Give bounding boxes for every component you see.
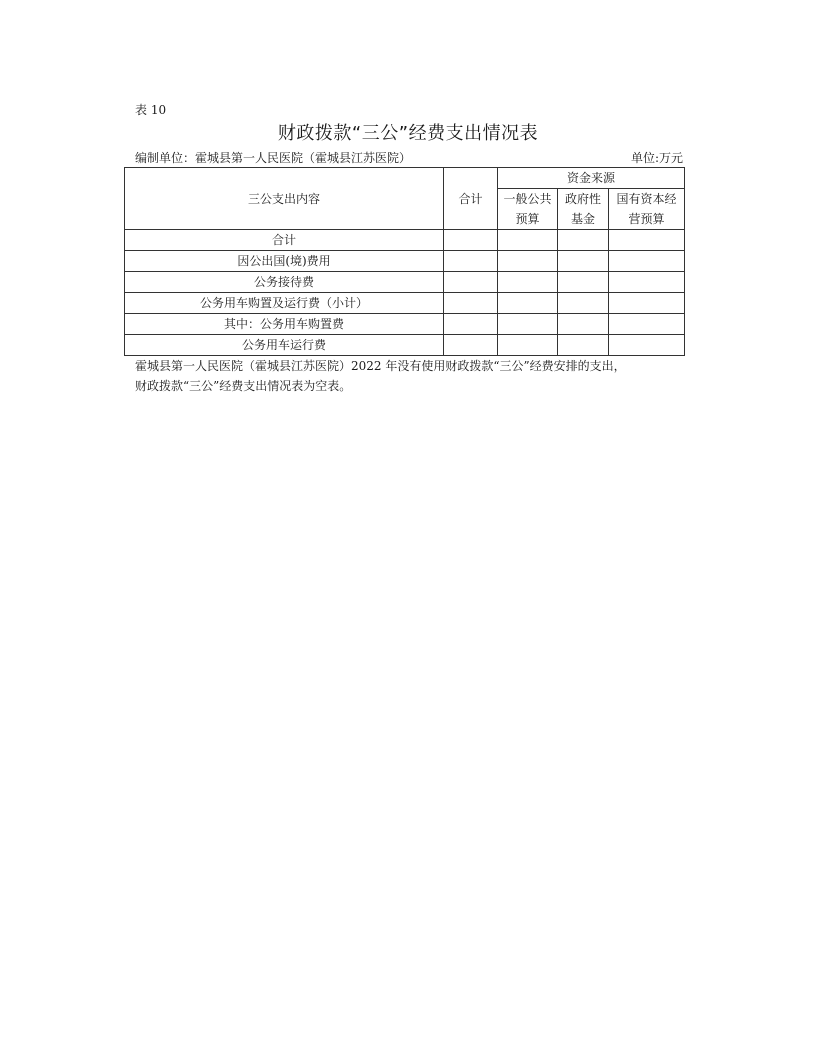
cell-general (498, 230, 558, 251)
row-label: 公务用车运行费 (125, 335, 444, 356)
cell-fund (558, 230, 609, 251)
cell-general (498, 314, 558, 335)
note-line-1: 霍城县第一人民医院（霍城县江苏医院）2022 年没有使用财政拨款“三公”经费安排的支出， (135, 359, 626, 373)
document-title: 财政拨款“三公”经费支出情况表 (277, 123, 539, 144)
header-gov-fund (558, 189, 609, 230)
header-general-budget-line1: 一般公共 (503, 192, 552, 206)
header-item: 三公支出内容 (125, 168, 444, 230)
row-label: 公务用车购置及运行费（小计） (125, 293, 444, 314)
header-state-capital-line2: 营预算 (628, 212, 665, 226)
cell-capital (609, 251, 685, 272)
cell-total (444, 272, 498, 293)
table-number: 表 10 (135, 103, 167, 117)
compiling-unit: 编制单位：霍城县第一人民医院（霍城县江苏医院） (135, 151, 412, 165)
cell-capital (609, 293, 685, 314)
table-note (135, 356, 691, 396)
row-label: 其中：公务用车购置费 (125, 314, 444, 335)
cell-total (444, 314, 498, 335)
cell-total (444, 335, 498, 356)
header-row-1 (125, 168, 685, 189)
row-label: 公务接待费 (125, 272, 444, 293)
cell-capital (609, 230, 685, 251)
row-label: 合计 (125, 230, 444, 251)
header-gov-fund-line2: 基金 (570, 212, 595, 226)
cell-capital (609, 335, 685, 356)
cell-capital (609, 314, 685, 335)
table-row (125, 230, 685, 251)
cell-general (498, 272, 558, 293)
cell-capital (609, 272, 685, 293)
expense-table (124, 167, 685, 356)
row-label: 因公出国(境)费用 (125, 251, 444, 272)
cell-total (444, 251, 498, 272)
cell-fund (558, 272, 609, 293)
cell-fund (558, 335, 609, 356)
table-row (125, 272, 685, 293)
header-state-capital-line1: 国有资本经 (616, 192, 677, 206)
header-state-capital (609, 189, 685, 230)
cell-general (498, 293, 558, 314)
table-row (125, 335, 685, 356)
cell-fund (558, 314, 609, 335)
table-row (125, 251, 685, 272)
cell-general (498, 335, 558, 356)
cell-total (444, 230, 498, 251)
header-general-budget-line2: 预算 (515, 212, 540, 226)
header-fund-source: 资金来源 (498, 168, 685, 189)
cell-total (444, 293, 498, 314)
currency-unit: 单位:万元 (630, 151, 683, 165)
cell-fund (558, 251, 609, 272)
note-line-2: 财政拨款“三公”经费支出情况表为空表。 (135, 379, 352, 393)
cell-fund (558, 293, 609, 314)
cell-general (498, 251, 558, 272)
header-general-budget (498, 189, 558, 230)
header-gov-fund-line1: 政府性 (564, 192, 601, 206)
table-row (125, 314, 685, 335)
table-row (125, 293, 685, 314)
header-total: 合计 (444, 168, 498, 230)
